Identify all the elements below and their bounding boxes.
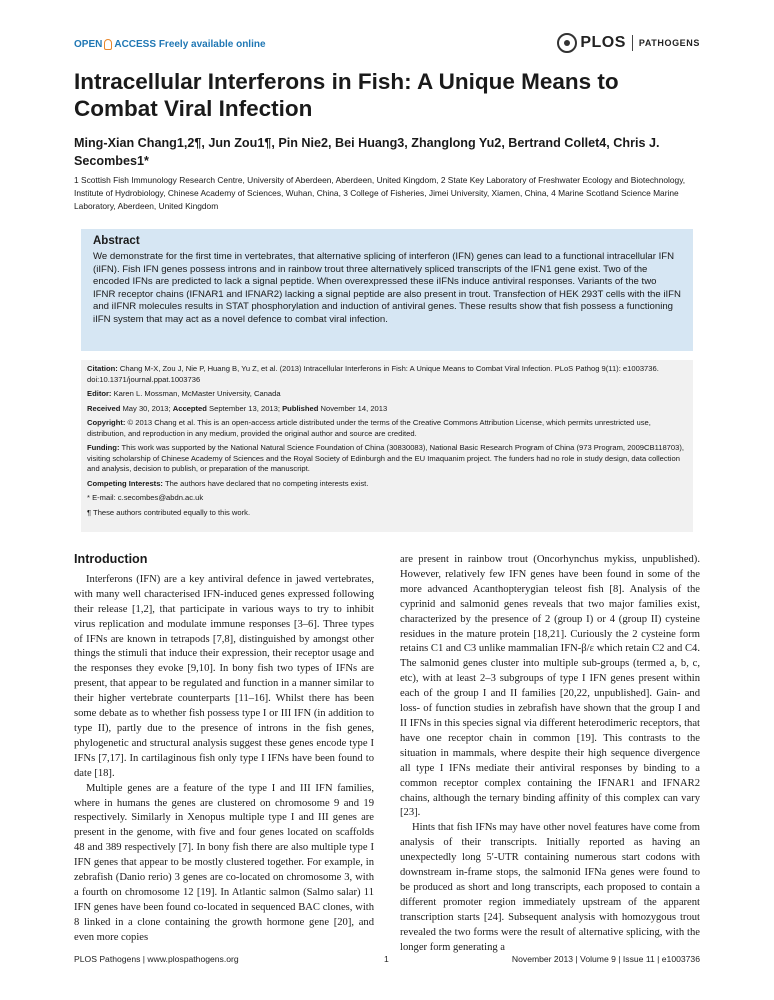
received-label: Received [87, 403, 121, 413]
logo-divider [632, 35, 633, 51]
editor-text: Karen L. Mossman, McMaster University, Canada [113, 389, 281, 398]
footer-issue-info: November 2013 | Volume 9 | Issue 11 | e1003736 [511, 954, 700, 964]
editor-row [87, 389, 687, 400]
open-label: OPEN [74, 39, 103, 50]
journal-name: PATHOGENS [638, 38, 700, 48]
plos-logo-icon [557, 33, 577, 53]
abstract-text: We demonstrate for the first time in vertebrates, that alternative splicing of interferon (IFN) genes can lead to a functional intracellular IFN (iIFN). Fish IFN genes possess introns and in rainbow trout three alternatively spliced transcripts of the IFN1 gene exist. Two of the encoded IFNs are predicted to lack a signal peptide. When overexpressed these iIFNs induce antiviral responses. Variants of the two IFNR receptor chains (IFNAR1 and IFNAR2) lacking a signal peptide are also present in trout. Transfection of HEK 293T cells with the iIFN and iIFNR molecules results in STAT phosphorylation and induction of antiviral genes. These results show that fish possess a functioning iIFN system that may act as a novel defence to combat viral infection. [93, 251, 681, 325]
copyright-label: Copyright: [87, 418, 126, 427]
page-number: 1 [384, 954, 389, 964]
abstract-box [81, 229, 693, 351]
open-access-badge[interactable] [74, 39, 266, 50]
article-metadata [81, 360, 693, 532]
equal-contribution-note: ¶ These authors contributed equally to this work. [87, 507, 251, 517]
funding-text: This work was supported by the National Natural Science Foundation of China (30830083), National Basic Research Program of China (973 Program, 2009CB118703), visiting scholarship of Chinese Academy of Sciences and the Royal Society of Edinburgh and the EU Imaquanim project. The funders had no role in study design, data collection and analysis, decision to publish, or preparation of the manuscript. [87, 443, 684, 473]
body-column-right [400, 553, 700, 955]
competing-label: Competing Interests: [87, 478, 163, 488]
citation-row [87, 364, 687, 385]
dates-row [87, 404, 687, 415]
access-label: ACCESS [114, 39, 157, 50]
journal-header [74, 33, 700, 57]
logo-text: PLOS [580, 34, 626, 51]
introduction-heading: Introduction [74, 552, 148, 566]
citation-text: Chang M-X, Zou J, Nie P, Huang B, Yu Z, et al. (2013) Intracellular Interferons in Fish: A Unique Means to Combat Viral Infection. PLoS Pathog 9(11): e1003736. doi:10.1371/journal.ppat.1003736 [87, 364, 659, 384]
competing-row [87, 479, 687, 490]
intro-paragraph-1: Interferons (IFN) are a key antiviral defence in jawed vertebrates, with many well characterised IFN-induced genes expressed following their release [1,2], that participate in various ways to try to inhibit virus replication and modulate immune responses [3–6]. Three types of IFNs are known in tetrapods [7,8], distinguished by amongst other things the stimuli that induce their expression, their receptor usage and the responses they evoke [9,10]. In bony fish two types of IFNs are present, that appear to be regulated and function in a manner similar to their higher vertebrate counterparts [11–16]. Whilst there has been some debate as to whether fish possess type I or III IFN (in addition to type II), partly due to the presence of introns in the fish genes, phylogenetic and structural analysis suggest these genes encode type I IFNs [7,17]. In cartilaginous fish only type I IFNs have been found to date [18]. [74, 573, 374, 779]
accepted-date: September 13, 2013; [209, 403, 280, 413]
received-date: May 30, 2013; [122, 403, 171, 413]
plos-logo[interactable] [557, 33, 700, 53]
competing-text: The authors have declared that no competing interests exist. [164, 478, 369, 488]
editor-label: Editor: [87, 389, 112, 398]
accepted-label: Accepted [172, 403, 207, 413]
copyright-text: © 2013 Chang et al. This is an open-access article distributed under the terms of the Creative Commons Attribution License, which permits unrestricted use, distribution, and reproduction in any medium, provided the original author and source are credited. [87, 418, 651, 438]
body-column-left [74, 552, 374, 946]
citation-label: Citation: [87, 364, 118, 373]
page-footer [74, 954, 700, 968]
open-lock-icon [104, 39, 112, 50]
affiliations: 1 Scottish Fish Immunology Research Centre, University of Aberdeen, Aberdeen, United Kingdom, 2 State Key Laboratory of Freshwater Ecology and Biotechnology, Institute of Hydrobiology, Chinese Academy of Sciences, Wuhan, China, 3 College of Fisheries, Jimei University, Xiamen, China, 4 Marine Scotland Science Marine Laboratory, Aberdeen, United Kingdom [74, 175, 686, 211]
footer-journal-link[interactable]: PLOS Pathogens | www.plospathogens.org [74, 954, 239, 964]
free-label: Freely available online [158, 39, 266, 50]
email-row[interactable]: * E-mail: c.secombes@abdn.ac.uk [87, 493, 204, 502]
published-label: Published [282, 403, 319, 413]
author-list: Ming-Xian Chang1,2¶, Jun Zou1¶, Pin Nie2, Bei Huang3, Zhanglong Yu2, Bertrand Collet4, Chris J. Secombes1* [74, 136, 660, 168]
intro-paragraph-2: Multiple genes are a feature of the type I and III IFN families, where in humans the genes are clustered on chromosome 9 and 19 respectively. Similarly in Xenopus multiple type I and III genes are present in the genome, with five and four genes located on scaffolds 48 and 389 respectively [7]. In bony fish there are also multiple type I IFN genes that appear to be mostly clustered together. For example, in zebrafish (Danio rerio) 3 genes are co-located on chromosome 3, with a fourth on chromosome 12 [19]. In Atlantic salmon (Salmo salar) 11 IFN genes have been found co-located in sequenced BAC clones, with 8 linked in a clone containing the growth hormone gene [20], and even more copies [74, 782, 374, 943]
article-title: Intracellular Interferons in Fish: A Unique Means to Combat Viral Infection [74, 69, 619, 121]
funding-label: Funding: [87, 443, 120, 452]
abstract-heading: Abstract [93, 235, 140, 247]
funding-row [87, 443, 687, 475]
intro-paragraph-3: are present in rainbow trout (Oncorhynchus mykiss, unpublished). However, relatively few IFN genes have been found in some of the more advanced Acanthopterygian teleost fish [8]. Analysis of the cyprinid and salmonid genes reveals that two major families exist, characterized by the presence of 2 (group I) or 4 (group II) cysteine residues in the mature protein [18,21]. Curiously the 2 cysteine form retains C1 and C3 unlike mammalian IFN-β/ε which retain C2 and C4. The salmonid genes cluster into multiple sub-groups (termed a, b, c, etc), with at least 2–3 subgroups of type I IFN genes present within each of the group I and II families [20,22, unpublished]. Gain- and loss- of function studies in zebrafish have shown that the group I and II IFNs in this species signal via different heterodimeric receptors, that have one receptor chain in common [19]. This contrasts to the situation in mammals, where despite their high sequence divergence all type I IFNs mediate their antiviral responses by binding to a common receptor complex containing the IFNAR1 and IFNAR2 chains, although the ternary binding affinity of this complex can vary [23]. [400, 554, 700, 819]
published-date: November 14, 2013 [320, 403, 388, 413]
intro-paragraph-4: Hints that fish IFNs may have other novel features have come from analysis of their transcripts. Initially reported as having an unexpectedly long 5′-UTR containing numerous start codons with downstream in-frame stops, the salmonid IFNa genes were found to be produced as short and long transcripts, each proposed to contain a different promoter region immediately upstream of the apparent transcription starts [24]. Subsequent analysis with homozygous trout revealed the two forms were the result of alternative splicing, with the longer form generating a [400, 822, 700, 953]
copyright-row [87, 418, 687, 439]
